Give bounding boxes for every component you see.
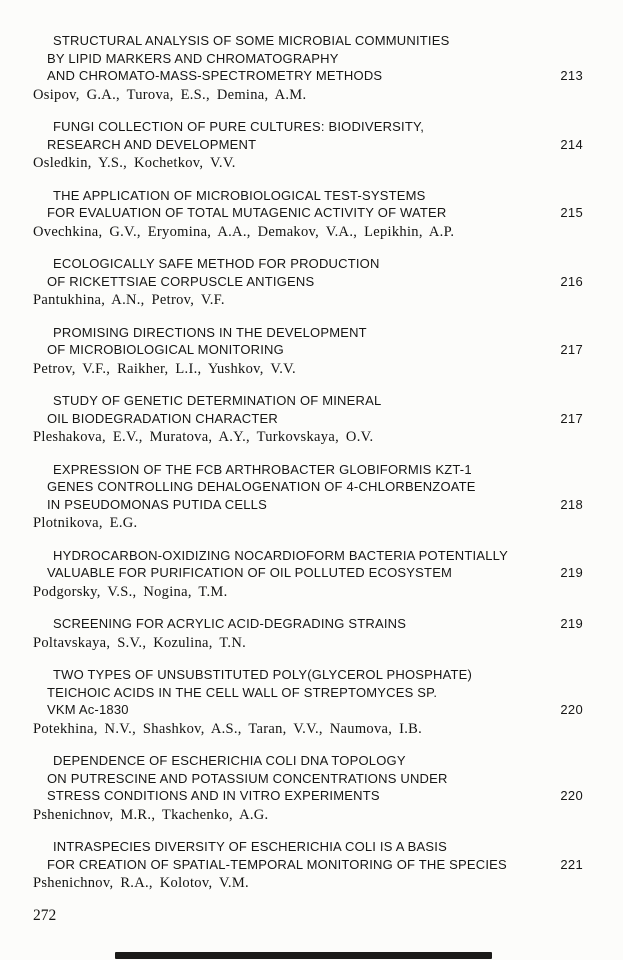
title-line: INTRASPECIES DIVERSITY OF ESCHERICHIA COLI IS A BASIS: [53, 839, 447, 854]
title-line: TEICHOIC ACIDS IN THE CELL WALL OF STREPTOMYCES SP.: [47, 684, 438, 700]
entry-page-number: 220: [560, 702, 583, 717]
entry-page-number: 220: [560, 788, 583, 803]
toc-entry: [33, 255, 583, 311]
entry-authors: Potekhina, N.V., Shashkov, A.S., Taran, V.V., Naumova, I.B.: [33, 720, 423, 737]
entry-authors: Petrov, V.F., Raikher, L.I., Yushkov, V.V.: [33, 360, 296, 377]
entry-title: [47, 838, 583, 873]
entry-title: [47, 32, 583, 85]
entry-page-number: 221: [560, 856, 583, 872]
title-line: GENES CONTROLLING DEHALOGENATION OF 4-CHLORBENZOATE: [47, 479, 476, 494]
title-line: HYDROCARBON-OXIDIZING NOCARDIOFORM BACTERIA POTENTIALLY: [53, 547, 508, 563]
title-line: OF RICKETTSIAE CORPUSCLE ANTIGENS: [47, 273, 315, 289]
entry-authors: Pleshakova, E.V., Muratova, A.Y., Turkovskaya, O.V.: [33, 429, 374, 445]
title-line: ECOLOGICALLY SAFE METHOD FOR PRODUCTION: [53, 256, 380, 271]
toc-entry: [33, 752, 583, 825]
entry-title: [47, 615, 583, 633]
title-line: FOR CREATION OF SPATIAL-TEMPORAL MONITORING OF THE SPECIES: [47, 856, 507, 872]
toc-entry: [33, 187, 583, 243]
entry-page-number: 219: [560, 616, 583, 631]
entry-authors: Poltavskaya, S.V., Kozulina, T.N.: [33, 634, 247, 651]
entry-title: [47, 324, 583, 359]
entry-page-number: 217: [560, 342, 583, 357]
page-footer: [0, 907, 623, 925]
entry-title: [47, 255, 583, 290]
entry-page-number: 213: [560, 68, 583, 83]
entry-authors: Pshenichnov, R.A., Kolotov, V.M.: [33, 875, 249, 891]
entry-authors: Podgorsky, V.S., Nogina, T.M.: [33, 583, 228, 600]
entry-page-number: 217: [560, 410, 583, 426]
title-line: VKM Ac-1830: [47, 702, 129, 717]
toc-entry: [33, 666, 583, 739]
entry-authors: Ovechkina, G.V., Eryomina, A.A., Demakov, V.A., Lepikhin, A.P.: [33, 223, 455, 240]
title-line: SCREENING FOR ACRYLIC ACID-DEGRADING STRAINS: [53, 616, 407, 631]
page-number-footer: 272: [33, 906, 57, 924]
entry-title: [47, 392, 583, 427]
title-line: AND CHROMATO-MASS-SPECTROMETRY METHODS: [47, 68, 383, 83]
title-line: STRESS CONDITIONS AND IN VITRO EXPERIMENTS: [47, 788, 380, 803]
title-line: VALUABLE FOR PURIFICATION OF OIL POLLUTED ECOSYSTEM: [47, 565, 453, 580]
title-line: FOR EVALUATION OF TOTAL MUTAGENIC ACTIVITY OF WATER: [47, 205, 447, 220]
entry-title: [47, 547, 583, 582]
entry-title: [47, 752, 583, 805]
toc-entry: [33, 615, 583, 653]
entry-authors: Plotnikova, E.G.: [33, 515, 138, 531]
entry-page-number: 215: [560, 205, 583, 220]
entry-title: [47, 666, 583, 719]
entry-page-number: 214: [560, 136, 583, 152]
title-line: FUNGI COLLECTION OF PURE CULTURES: BIODIVERSITY,: [53, 119, 425, 134]
entry-authors: Pshenichnov, M.R., Tkachenko, A.G.: [33, 806, 269, 823]
title-line: STRUCTURAL ANALYSIS OF SOME MICROBIAL COMMUNITIES: [53, 33, 450, 48]
entry-authors: Osipov, G.A., Turova, E.S., Demina, A.M.: [33, 86, 307, 103]
entry-title: [47, 187, 583, 222]
title-line: OF MICROBIOLOGICAL MONITORING: [47, 342, 284, 357]
entry-authors: Pantukhina, A.N., Petrov, V.F.: [33, 292, 225, 308]
title-line: BY LIPID MARKERS AND CHROMATOGRAPHY: [47, 50, 339, 66]
entry-page-number: 216: [560, 273, 583, 289]
title-line: ON PUTRESCINE AND POTASSIUM CONCENTRATIONS UNDER: [47, 770, 448, 786]
title-line: DEPENDENCE OF ESCHERICHIA COLI DNA TOPOLOGY: [53, 753, 406, 768]
title-line: EXPRESSION OF THE FCB ARTHROBACTER GLOBIFORMIS KZT-1: [53, 461, 472, 477]
toc-entry: [33, 838, 583, 894]
entry-title: [47, 118, 583, 153]
entry-title: [47, 461, 583, 514]
entry-page-number: 219: [560, 565, 583, 580]
toc-entry: [33, 461, 583, 534]
title-line: OIL BIODEGRADATION CHARACTER: [47, 410, 278, 426]
title-line: IN PSEUDOMONAS PUTIDA CELLS: [47, 496, 267, 512]
toc-entry: [33, 118, 583, 174]
title-line: TWO TYPES OF UNSUBSTITUTED POLY(GLYCEROL PHOSPHATE): [53, 667, 473, 682]
toc-entry: [33, 547, 583, 603]
title-line: PROMISING DIRECTIONS IN THE DEVELOPMENT: [53, 324, 367, 340]
scan-artifact-strip: [115, 952, 492, 959]
entry-page-number: 218: [560, 496, 583, 512]
title-line: STUDY OF GENETIC DETERMINATION OF MINERAL: [53, 393, 382, 408]
title-line: THE APPLICATION OF MICROBIOLOGICAL TEST-SYSTEMS: [53, 187, 426, 203]
toc-entry: [33, 324, 583, 380]
toc-entry: [33, 32, 583, 105]
title-line: RESEARCH AND DEVELOPMENT: [47, 136, 257, 152]
entry-authors: Osledkin, Y.S., Kochetkov, V.V.: [33, 155, 236, 171]
toc-entry: [33, 392, 583, 448]
